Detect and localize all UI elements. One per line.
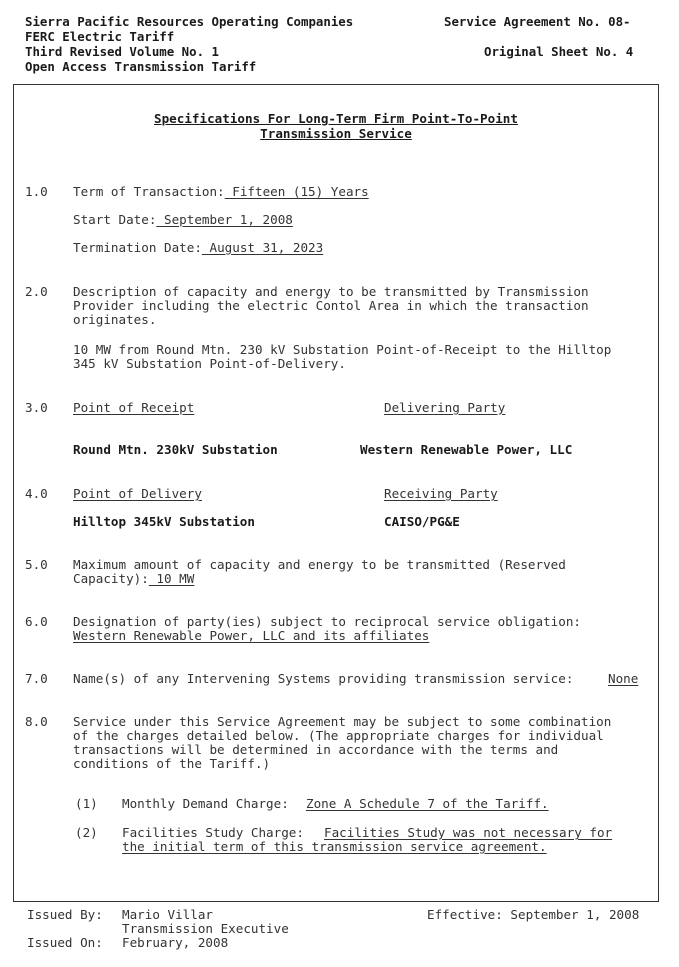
- start-date: [73, 213, 293, 227]
- issued-by-name: Mario Villar: [122, 907, 213, 922]
- section-8-line2: of the charges detailed below. (The appropriate charges for individual: [73, 728, 604, 743]
- delivering-party-label: Delivering Party: [384, 400, 506, 415]
- header-sheet-number: Original Sheet No. 4: [484, 44, 634, 59]
- section-5-line1: Maximum amount of capacity and energy to be transmitted (Reserved: [73, 557, 566, 572]
- term-label: Term of Transaction:: [73, 184, 225, 199]
- reciprocal-party-value: Western Renewable Power, LLC and its affiliates: [73, 628, 430, 643]
- charge-1-number: (1): [75, 796, 98, 811]
- page-title-line2: Transmission Service: [260, 126, 412, 141]
- delivering-party-value: Western Renewable Power, LLC: [360, 442, 573, 457]
- section-8-number: 8.0: [25, 714, 48, 729]
- header-tariff: FERC Electric Tariff: [25, 29, 175, 44]
- receiving-party-value: CAISO/PG&E: [384, 514, 460, 529]
- header-volume: Third Revised Volume No. 1: [25, 44, 219, 59]
- monthly-demand-charge-label: Monthly Demand Charge:: [122, 796, 289, 811]
- section-8-line1: Service under this Service Agreement may be subject to some combination: [73, 714, 612, 729]
- section-1-number: 1.0: [25, 184, 48, 199]
- header-company: Sierra Pacific Resources Operating Companies: [25, 14, 354, 29]
- termination-date-value: August 31, 2023: [201, 240, 324, 255]
- start-date-value: September 1, 2008: [156, 212, 293, 227]
- monthly-demand-charge-value: Zone A Schedule 7 of the Tariff.: [306, 796, 549, 811]
- section-3-number: 3.0: [25, 400, 48, 415]
- facilities-study-charge-value2: the initial term of this transmission service agreement.: [122, 839, 547, 854]
- section-2-line1: Description of capacity and energy to be transmitted by Transmission: [73, 284, 589, 299]
- section-2-line3: originates.: [73, 312, 157, 327]
- issued-by-title: Transmission Executive: [122, 921, 289, 936]
- section-7-number: 7.0: [25, 671, 48, 686]
- section-8-line3: transactions will be determined in accordance with the terms and: [73, 742, 559, 757]
- intervening-systems-value: None: [608, 671, 639, 686]
- charge-2-number: (2): [75, 825, 98, 840]
- section-2-detail2: 345 kV Substation Point-of-Delivery.: [73, 356, 346, 371]
- header-oatt: Open Access Transmission Tariff: [25, 59, 257, 74]
- section-8-line4: conditions of the Tariff.): [73, 756, 271, 771]
- section-4-number: 4.0: [25, 486, 48, 501]
- reserved-capacity-value: 10 MW: [148, 571, 195, 586]
- issued-on-value: February, 2008: [122, 935, 229, 950]
- issued-by-label: Issued By:: [27, 907, 103, 922]
- section-2-detail1: 10 MW from Round Mtn. 230 kV Substation Point-of-Receipt to the Hilltop: [73, 342, 612, 357]
- section-6-line1: Designation of party(ies) subject to reciprocal service obligation:: [73, 614, 581, 629]
- term-of-transaction: [73, 185, 369, 199]
- section-2-number: 2.0: [25, 284, 48, 299]
- start-date-label: Start Date:: [73, 212, 157, 227]
- section-2-line2: Provider including the electric Contol Area in which the transaction: [73, 298, 589, 313]
- reserved-capacity: [73, 572, 194, 586]
- header-service-agreement: Service Agreement No. 08-: [444, 14, 631, 29]
- effective-date: Effective: September 1, 2008: [427, 907, 640, 922]
- termination-date-label: Termination Date:: [73, 240, 202, 255]
- section-6-number: 6.0: [25, 614, 48, 629]
- section-5-number: 5.0: [25, 557, 48, 572]
- issued-on-label: Issued On:: [27, 935, 103, 950]
- reserved-capacity-label: Capacity):: [73, 571, 149, 586]
- point-of-delivery-value: Hilltop 345kV Substation: [73, 514, 255, 529]
- facilities-study-charge-value1: Facilities Study was not necessary for: [324, 825, 613, 840]
- receiving-party-label: Receiving Party: [384, 486, 498, 501]
- point-of-receipt-value: Round Mtn. 230kV Substation: [73, 442, 278, 457]
- termination-date: [73, 241, 323, 255]
- point-of-delivery-label: Point of Delivery: [73, 486, 202, 501]
- section-7-text: Name(s) of any Intervening Systems providing transmission service:: [73, 671, 574, 686]
- term-value: Fifteen (15) Years: [224, 184, 369, 199]
- page-title-line1: Specifications For Long-Term Firm Point-To-Point: [154, 111, 518, 126]
- point-of-receipt-label: Point of Receipt: [73, 400, 195, 415]
- facilities-study-charge-label: Facilities Study Charge:: [122, 825, 304, 840]
